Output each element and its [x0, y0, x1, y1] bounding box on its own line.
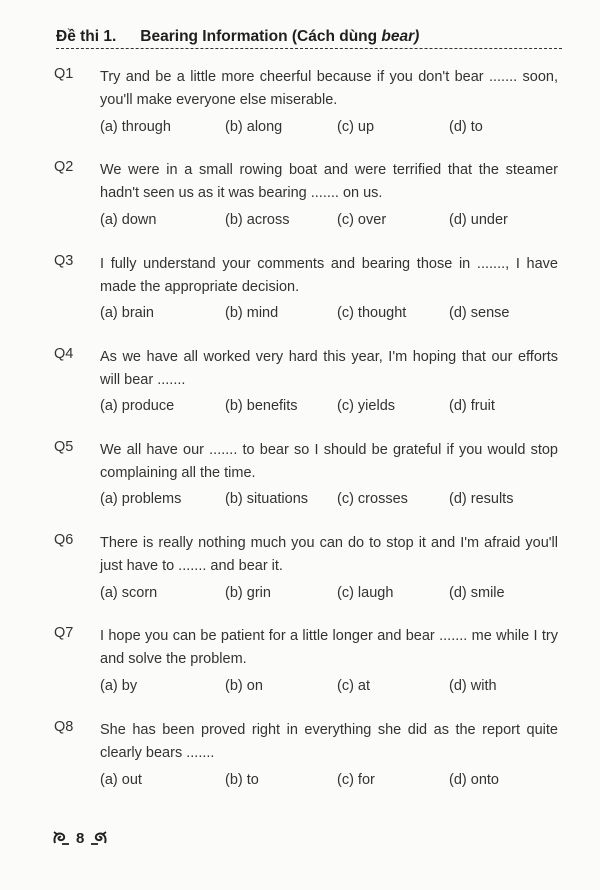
question-number: Q8	[54, 719, 74, 735]
exam-header	[56, 28, 562, 54]
option-c: (c) at	[337, 678, 371, 694]
exam-title-emphasis: bear)	[381, 28, 420, 45]
option-b: (b) benefits	[225, 398, 298, 414]
question-text: I hope you can be patient for a little longer and bear ....... me while I try and solve the problem.	[100, 628, 558, 667]
question-number: Q7	[54, 625, 74, 641]
option-d: (d) to	[449, 119, 483, 135]
question-number: Q6	[54, 532, 74, 548]
question-text: As we have all worked very hard this year, I'm hoping that our efforts will bear .......	[100, 349, 558, 388]
option-d: (d) smile	[449, 585, 505, 601]
option-c: (c) thought	[337, 305, 407, 321]
question-text: Try and be a little more cheerful because if you don't bear ....... soon, you'll make everyone else miserable.	[100, 69, 558, 108]
option-c: (c) over	[337, 212, 387, 228]
option-d: (d) sense	[449, 305, 510, 321]
question-number: Q2	[54, 159, 74, 175]
option-c: (c) crosses	[337, 491, 408, 507]
option-a: (a) produce	[100, 398, 175, 414]
question-number: Q5	[54, 439, 74, 455]
question-text: I fully understand your comments and bearing those in ......., I have made the appropriate decision.	[100, 256, 558, 295]
question-text: There is really nothing much you can do to stop it and I'm afraid you'll just have to ....... and bear it.	[100, 535, 558, 574]
exam-title: Bearing Information (Cách dùng bear)	[140, 28, 420, 45]
page-number: 8	[76, 829, 85, 847]
header-dashed-rule	[56, 48, 562, 49]
question-number: Q3	[54, 253, 74, 269]
option-d: (d) with	[449, 678, 497, 694]
option-b: (b) along	[225, 119, 283, 135]
option-d: (d) onto	[449, 772, 499, 788]
question-number: Q1	[54, 66, 74, 82]
option-b: (b) situations	[225, 491, 309, 507]
option-a: (a) out	[100, 772, 142, 788]
option-c: (c) yields	[337, 398, 396, 414]
option-b: (b) grin	[225, 585, 271, 601]
option-a: (a) problems	[100, 491, 182, 507]
exam-label: Đề thi 1.	[56, 28, 117, 45]
option-a: (a) brain	[100, 305, 154, 321]
question-text: We all have our ....... to bear so I should be grateful if you would stop complaining all the time.	[100, 442, 558, 481]
option-b: (b) mind	[225, 305, 279, 321]
option-b: (b) to	[225, 772, 259, 788]
question-text: We were in a small rowing boat and were terrified that the steamer hadn't seen us as it was bearing ....... on us.	[100, 162, 558, 201]
option-d: (d) under	[449, 212, 508, 228]
option-a: (a) scorn	[100, 585, 158, 601]
option-b: (b) across	[225, 212, 290, 228]
page-footer	[52, 826, 108, 850]
footer-ornament-left-icon	[52, 829, 72, 847]
option-d: (d) results	[449, 491, 514, 507]
option-c: (c) up	[337, 119, 375, 135]
option-c: (c) for	[337, 772, 375, 788]
option-c: (c) laugh	[337, 585, 394, 601]
option-b: (b) on	[225, 678, 263, 694]
option-a: (a) down	[100, 212, 157, 228]
question-number: Q4	[54, 346, 74, 362]
option-d: (d) fruit	[449, 398, 495, 414]
option-a: (a) through	[100, 119, 171, 135]
question-text: She has been proved right in everything she did as the report quite clearly bears .......	[100, 722, 558, 761]
footer-ornament-right-icon	[88, 829, 108, 847]
option-a: (a) by	[100, 678, 138, 694]
